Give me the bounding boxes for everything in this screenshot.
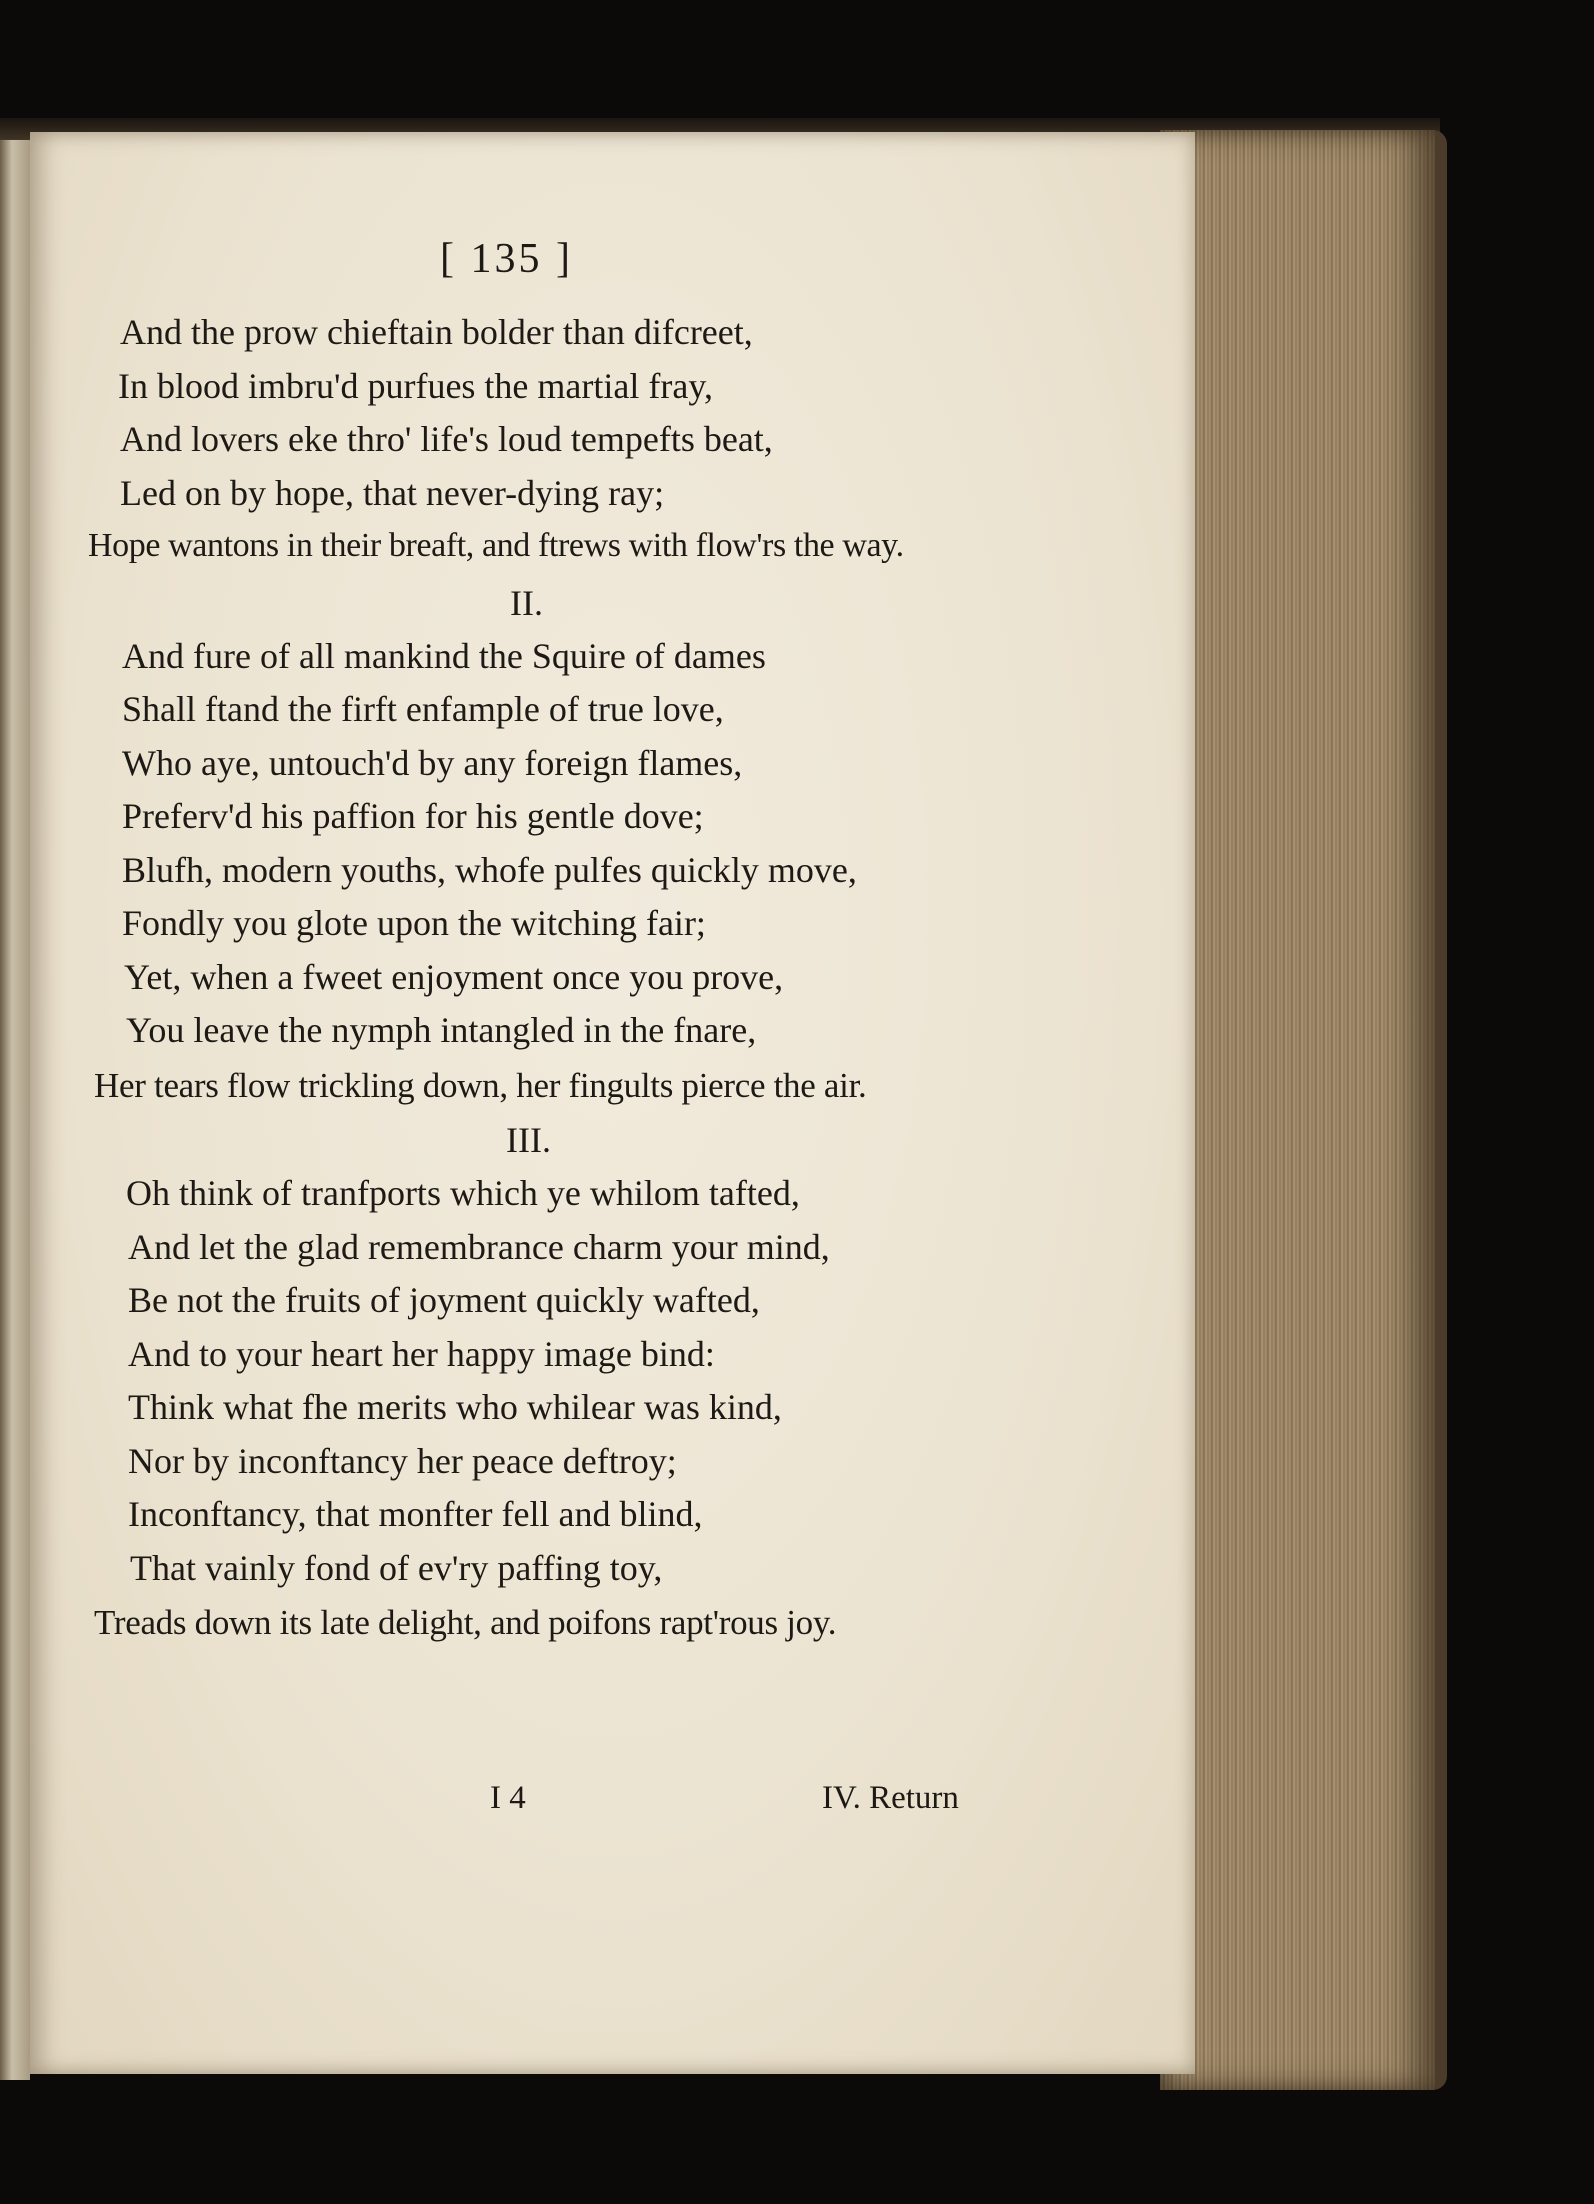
facing-page-sliver — [0, 140, 30, 2080]
verse-line: You leave the nymph intangled in the fnare, — [126, 1010, 757, 1050]
verse-line: Led on by hope, that never-dying ray; — [120, 473, 665, 513]
verse-line: Fondly you glote upon the witching fair; — [122, 903, 706, 943]
verse-line: And let the glad remembrance charm your mind, — [128, 1227, 830, 1267]
stanza-2-heading: II. — [510, 583, 543, 623]
book-page — [30, 132, 1195, 2074]
verse-line: Oh think of tranfports which ye whilom tafted, — [126, 1173, 800, 1213]
stanza-3-heading: III. — [506, 1120, 551, 1160]
verse-line: Who aye, untouch'd by any foreign flames, — [122, 743, 743, 783]
catchword: IV. Return — [822, 1780, 959, 1816]
verse-line: Think what fhe merits who whilear was kind, — [128, 1387, 782, 1427]
verse-line: Blufh, modern youths, whofe pulfes quickly move, — [122, 850, 857, 890]
verse-line: Preferv'd his paffion for his gentle dove; — [122, 796, 704, 836]
verse-line: That vainly fond of ev'ry paffing toy, — [130, 1548, 663, 1588]
page-number-header: [ 135 ] — [440, 236, 573, 282]
verse-line: Shall ftand the firft enfample of true love, — [122, 689, 724, 729]
verse-line: Be not the fruits of joyment quickly wafted, — [128, 1280, 760, 1320]
verse-line: And the prow chieftain bolder than difcreet, — [120, 312, 753, 352]
verse-line: And to your heart her happy image bind: — [128, 1334, 715, 1374]
verse-line: Nor by inconftancy her peace deftroy; — [128, 1441, 677, 1481]
page-block-edge — [1160, 130, 1447, 2090]
signature-mark: I 4 — [490, 1780, 526, 1816]
verse-line-alexandrine: Her tears flow trickling down, her fingults pierce the air. — [94, 1066, 867, 1105]
verse-line: And fure of all mankind the Squire of dames — [122, 636, 766, 676]
verse-line-alexandrine: Treads down its late delight, and poifons rapt'rous joy. — [94, 1603, 837, 1642]
verse-line: In blood imbru'd purfues the martial fray, — [118, 366, 713, 406]
verse-line-alexandrine: Hope wantons in their breaft, and ftrews with flow'rs the way. — [88, 527, 904, 564]
verse-line: Inconftancy, that monfter fell and blind, — [128, 1494, 703, 1534]
verse-line: And lovers eke thro' life's loud tempefts beat, — [120, 419, 773, 459]
verse-line: Yet, when a fweet enjoyment once you prove, — [124, 957, 784, 997]
